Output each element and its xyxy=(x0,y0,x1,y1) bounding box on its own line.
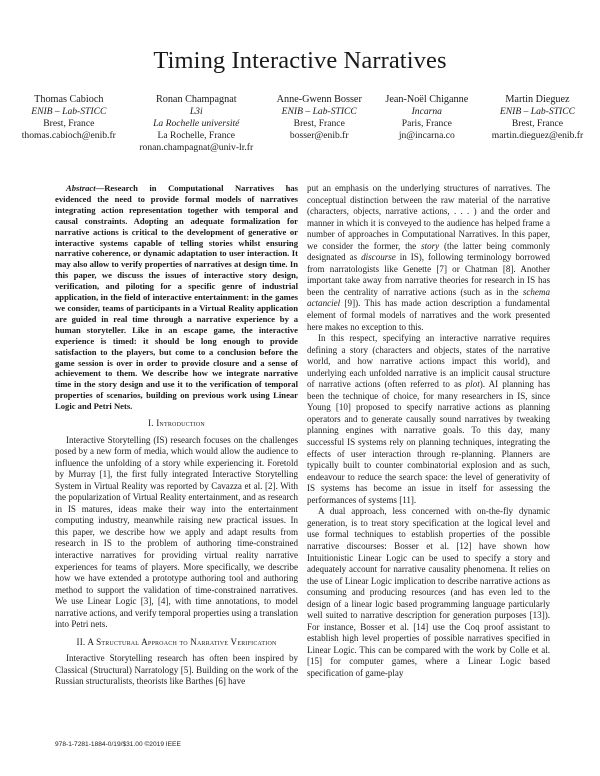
author-affiliation: Incarna xyxy=(411,106,442,118)
author-name: Thomas Cabioch xyxy=(34,94,104,105)
paper-title: Timing Interactive Narratives xyxy=(153,47,447,74)
author xyxy=(492,94,583,154)
author-location: Brest, France xyxy=(43,118,95,130)
author-email: thomas.cabioch@enib.fr xyxy=(21,130,116,142)
abstract xyxy=(55,183,298,412)
author xyxy=(385,94,468,154)
abstract-text: —Research in Computational Narratives has evidenced the need to provide formal models of narratives integrating action representation together with temporal and causal constraints. Adopting an adequate formalization for narrative actions is critical to the development of generative or interactive systems capable of telling stories whilst ensuring narrative coherence, or dynamic adaptation to user interaction. It may also allow to verify properties of narratives at design time. In this paper, we discuss the issues of interactive story design, verification, and piloting for a specific genre of industrial application, in the field of interactive entertainment: in the games we consider, teams of participants in a Virtual Reality application are guided in real time through a narrative experience by a human storyteller. Like in an escape game, the interactive experience is timed: it should be long enough to provide satisfaction to the players, but come to a conclusion before the game session is over in order to provide closure and a sense of achievement to them. We describe how we integrate narrative time in the story design and use it to the verification of temporal properties of scenarios, building on previous work using Linear Logic and Petri Nets. xyxy=(55,183,298,412)
author xyxy=(277,94,362,154)
author-location: Paris, France xyxy=(401,118,452,130)
author xyxy=(22,94,116,154)
author-name: Martin Dieguez xyxy=(505,94,570,105)
author-email: ronan.champagnat@univ-lr.fr xyxy=(139,142,254,154)
paragraph: put an emphasis on the underlying structures of narratives. The conceptual distinction between the raw material of the narrative (characters, objects, narrative actions, . . . ) and the order and manner in which it is conveyed to the audience has helped frame a number of approaches in Computational Narratives. In this paper, we consider the former, the story (the latter being commonly designated as discourse in IS), following terminology borrowed from narratologists like Genette [7] or Chatman [8]. Another important take away from narrative theories for research in IS has been the centrality of narrative actions (such as in the schema actanciel [9]). This has made action description a fundamental element of formal models of narratives and the work presented here makes no exception to this. xyxy=(307,183,551,332)
author-name: Anne-Gwenn Bosser xyxy=(276,94,362,105)
paragraph: Interactive Storytelling research has often been inspired by Classical (Structural) Narratology [5]. Building on the work of the Russian structuralists, theorists like Barthes [6] have xyxy=(55,653,298,687)
author xyxy=(139,94,253,154)
author-city: La Rochelle, France xyxy=(157,130,236,142)
author-email: martin.dieguez@enib.fr xyxy=(491,130,584,142)
author-affiliation: L3i xyxy=(189,106,203,118)
abstract-label: Abstract xyxy=(66,183,96,193)
author-name: Ronan Champagnat xyxy=(155,94,237,105)
section-heading-structural-approach: II. A Structural Approach to Narrative Verification xyxy=(76,636,277,647)
author-location: Brest, France xyxy=(511,118,564,130)
right-column xyxy=(307,183,550,680)
author-affiliation: ENIB – Lab-STICC xyxy=(31,106,107,118)
author-name: Jean-Noël Chiganne xyxy=(385,94,469,105)
paragraph: A dual approach, less concerned with on-the-fly dynamic generation, is to treat story specification at the logical level and use formal techniques to establish properties of the possible narrative discourses: Bosser et al. [12] have shown how Intuitionistic Linear Logic can be used to specify a story and adequately account for narrative causality phenomena. It relies on the use of Linear Logic implication to describe narrative actions as consuming and producing resources (and has even led to the design of a linear logic based programming language particularly well suited to narrative description for generation purposes [13]). For instance, Bosser et al. [14] use the Coq proof assistant to establish high level properties of possible narratives specified in Linear Logic. This can be compared with the work by Colle et al. [15] for computer games, where a Linear Logic based specification of game-play xyxy=(307,506,550,678)
left-column xyxy=(55,183,298,688)
author-affiliation: ENIB – Lab-STICC xyxy=(499,106,576,118)
author-location: La Rochelle université xyxy=(153,118,240,130)
paragraph: In this respect, specifying an interactive narrative requires defining a story (characters and objects, states of the narrative world, and how narrative actions impact this world), and underlying each unfolded narrative is an implicit causal structure of narrative actions (often referred to as plot). AI planning has been the technique of choice, for many researchers in IS, since Young [10] proposed to specify narrative actions as planning operators and to generate causally sound narratives by tweaking planning engines with narrative goals. To this day, many successful IS systems rely on planning techniques, integrating the effects of user interaction through re-planning. Planners are typically built to counter combinatorial explosion and as such, endeavour to reduce the search space: the level of generativity of IS systems has become an issue in itself for assessing the performances of systems [11]. xyxy=(307,333,551,505)
author-email: jn@incarna.co xyxy=(398,130,455,142)
author-location: Brest, France xyxy=(293,118,345,130)
section-heading-introduction: I. Introduction xyxy=(148,418,205,429)
author-block xyxy=(10,94,595,154)
author-affiliation: ENIB – Lab-STICC xyxy=(281,106,357,118)
copyright-notice: 978-1-7281-1884-0/19/$31.00 ©2019 IEEE xyxy=(55,741,181,748)
author-email: bosser@enib.fr xyxy=(289,130,349,142)
paragraph: Interactive Storytelling (IS) research focuses on the challenges posed by a new form of media, which would allow the audience to influence the unfolding of a story while experiencing it. Foretold by Murray [1], the first fully integrated Interactive Storytelling System in Virtual Reality was reported by Cavazza et al. [2]. With the popularization of Virtual Reality entertainment, and as research in IS matures, ideas make their way into the entertainment computing industry, meanwhile raising new practical issues. In this paper, we describe how we apply and adapt results from research in IS to the problem of authoring time-constrained interactive narratives for providing virtual reality narrative experiences for teams of players. More specifically, we describe how we have extended a prototype authoring tool and authoring method to support the validation of time-constrained narratives. We use Linear Logic [3], [4], with time annotations, to model narrative actions, and verify temporal properties using a translation into Petri nets. xyxy=(55,434,298,630)
